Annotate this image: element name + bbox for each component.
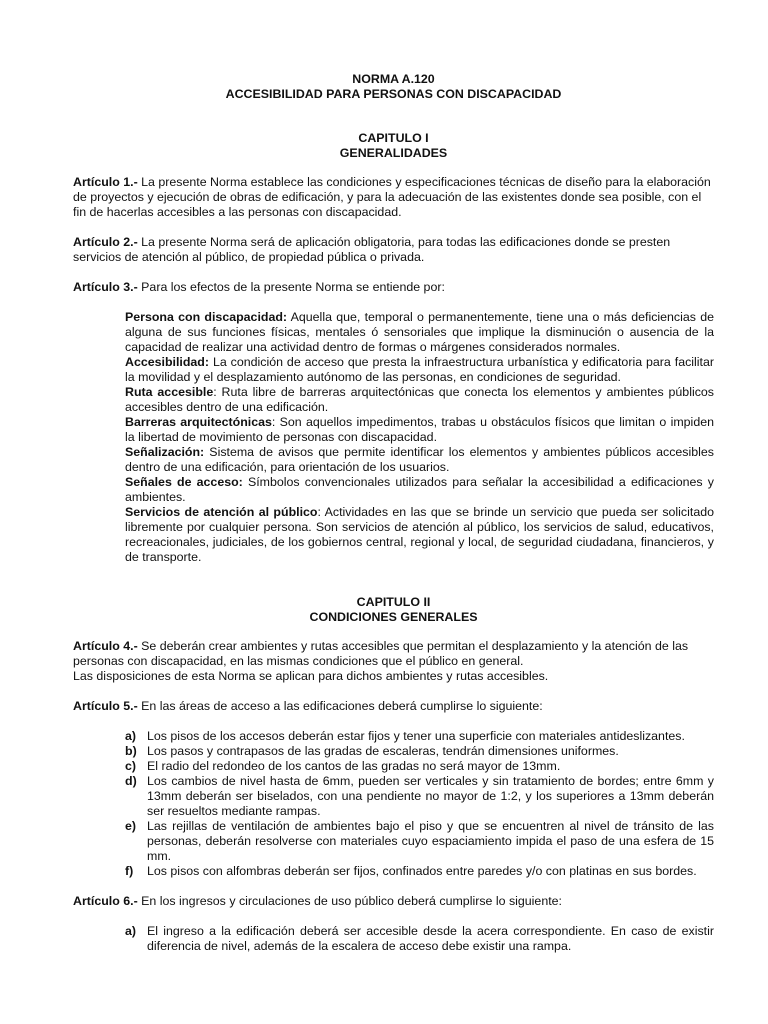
definition-item: [125, 415, 714, 445]
definition-term: Servicios de atención al público: [125, 505, 318, 519]
definition-item: [125, 475, 714, 505]
definition-term: Señalización:: [125, 445, 205, 459]
list-item: [125, 729, 714, 744]
definition-text: Aquella que, temporal o permanentemente, tiene una o más deficiencias de alguna de sus funciones físicas, mentales ó sensoriales que implique la disminución o ausencia de la capacidad de realizar una actividad dentro de formas o márgenes considerados normales.: [125, 310, 714, 354]
definition-item: [125, 505, 714, 565]
definition-item: [125, 385, 714, 415]
list-item: [125, 744, 714, 759]
definition-text: : Son aquellos impedimentos, trabas u obstáculos físicos que limitan o impiden la libertad de movimiento de personas con discapacidad.: [125, 415, 714, 444]
article-2-text: La presente Norma será de aplicación obligatoria, para todas las edificaciones donde se presten servicios de atención al público, de propiedad pública o privada.: [73, 235, 671, 264]
list-item: [125, 864, 714, 879]
article-4: [73, 639, 714, 684]
article-2-label: Artículo 2.-: [73, 235, 138, 249]
definition-item: [125, 355, 714, 385]
list-item-text: Los pisos con alfombras deberán ser fijos, confinados entre paredes y/o con platinas en sus bordes.: [147, 864, 697, 878]
chapter-2-number: CAPITULO II: [356, 595, 431, 609]
chapter-1-heading: [73, 131, 714, 161]
article-3: [73, 280, 714, 295]
definition-term: Barreras arquitectónicas: [125, 415, 272, 429]
definition-text: La condición de acceso que presta la infraestructura urbanística y edificatoria para facilitar la movilidad y el desplazamiento autónomo de las personas, en condiciones de seguridad.: [125, 355, 714, 384]
list-item-label: f): [125, 864, 134, 878]
chapter-2-heading: [73, 595, 714, 625]
list-item-text: Los pasos y contrapasos de las gradas de escaleras, tendrán dimensiones uniformes.: [147, 744, 619, 758]
article-2: [73, 235, 714, 265]
list-item: [125, 759, 714, 774]
list-item-text: Los pisos de los accesos deberán estar fijos y tener una superficie con materiales antideslizantes.: [147, 729, 685, 743]
chapter-1-name: GENERALIDADES: [339, 146, 448, 160]
list-item-label: a): [125, 924, 137, 938]
article-5: [73, 699, 714, 714]
definition-text: Sistema de avisos que permite identificar los elementos y ambientes públicos accesibles dentro de una edificación, para orientación de los usuarios.: [125, 445, 714, 474]
article-5-text: En las áreas de acceso a las edificaciones deberá cumplirse lo siguiente:: [137, 699, 543, 713]
list-item-text: El radio del redondeo de los cantos de las gradas no será mayor de 13mm.: [147, 759, 561, 773]
list-item-text: Las rejillas de ventilación de ambientes bajo el piso y que se encuentren al nivel de tránsito de las personas, deberán resolverse con materiales cuyo espaciamiento impida el paso de una esfera de 15 mm.: [147, 819, 714, 863]
chapter-2-name: CONDICIONES GENERALES: [309, 610, 478, 624]
list-item-text: Los cambios de nivel hasta de 6mm, pueden ser verticales y sin tratamiento de bordes; entre 6mm y 13mm deberán ser biselados, con una pendiente no mayor de 1:2, y los superiores a 13mm deberán ser resueltos mediante rampas.: [147, 774, 714, 818]
definition-text: Símbolos convencionales utilizados para señalar la accesibilidad a edificaciones y ambientes.: [125, 475, 714, 504]
article-1-text: La presente Norma establece las condiciones y especificaciones técnicas de diseño para la elaboración de proyectos y ejecución de obras de edificación, y para la adecuación de las existentes donde sea posible, con el fin de hacerlas accesibles a las personas con discapacidad.: [73, 175, 711, 219]
article-6-label: Artículo 6.-: [73, 894, 138, 908]
article-4-text-2: Las disposiciones de esta Norma se aplican para dichos ambientes y rutas accesibles.: [73, 669, 549, 683]
list-item: [125, 924, 714, 954]
definition-term: Ruta accesible: [125, 385, 214, 399]
article-1-label: Artículo 1.-: [73, 175, 138, 189]
article-6: [73, 894, 714, 909]
list-item: [125, 774, 714, 819]
definition-term: Persona con discapacidad:: [125, 310, 288, 324]
article-3-label: Artículo 3.-: [73, 280, 138, 294]
definition-term: Accesibilidad:: [125, 355, 210, 369]
norm-number: NORMA A.120: [352, 72, 435, 86]
list-item-label: b): [125, 744, 137, 758]
chapter-1-number: CAPITULO I: [358, 131, 429, 145]
article-6-list: [125, 924, 714, 954]
document-title: [73, 72, 714, 102]
article-4-text: Se deberán crear ambientes y rutas accesibles que permitan el desplazamiento y la atención de las personas con discapacidad, en las mismas condiciones que el público en general.: [73, 639, 689, 668]
article-3-text: Para los efectos de la presente Norma se entiende por:: [137, 280, 445, 294]
article-5-label: Artículo 5.-: [73, 699, 138, 713]
article-6-text: En los ingresos y circulaciones de uso público deberá cumplirse lo siguiente:: [137, 894, 562, 908]
list-item-label: c): [125, 759, 137, 773]
list-item-label: e): [125, 819, 137, 833]
definitions-list: [125, 310, 714, 565]
definition-text: : Actividades en las que se brinde un servicio que pueda ser solicitado libremente por cualquier persona. Son servicios de atención al público, los servicios de salud, educativos, recreacionales, judiciales, de los gobiernos central, regional y local, de seguridad ciudadana, financieros, y de transporte.: [125, 505, 714, 564]
list-item-text: El ingreso a la edificación deberá ser accesible desde la acera correspondiente. En caso de existir diferencia de nivel, además de la escalera de acceso debe existir una rampa.: [147, 924, 714, 953]
definition-text: : Ruta libre de barreras arquitectónicas que conecta los elementos y ambientes públicos accesibles dentro de una edificación.: [125, 385, 714, 414]
list-item-label: d): [125, 774, 137, 788]
article-5-list: [125, 729, 714, 879]
definition-term: Señales de acceso:: [125, 475, 243, 489]
list-item-label: a): [125, 729, 137, 743]
list-item: [125, 819, 714, 864]
definition-item: [125, 310, 714, 355]
norm-title: ACCESIBILIDAD PARA PERSONAS CON DISCAPACIDAD: [225, 87, 562, 101]
article-4-label: Artículo 4.-: [73, 639, 138, 653]
definition-item: [125, 445, 714, 475]
article-1: [73, 175, 714, 220]
